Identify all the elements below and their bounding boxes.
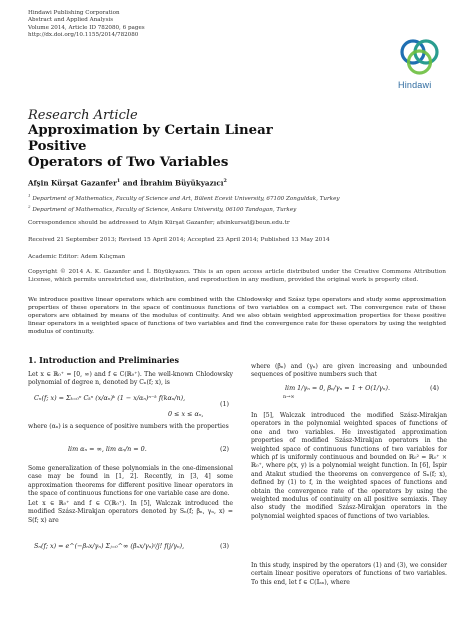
journal-header [28, 10, 145, 40]
author-2-sup: 2 [223, 178, 227, 184]
copyright-notice: Copyright © 2014 A. K. Gazanfer and İ. Büyükyazıcı. This is an open access article distributed under the Creative Commons Attribution License, which permits unrestricted use, distribution, and reproduction in any medium, provided the original work is properly cited. [28, 269, 446, 283]
intro-paragraph-2: where (αₙ) is a sequence of positive numbers with the properties [28, 423, 229, 430]
intro-paragraph-1: Let x ∈ ℝ₀⁺ = [0, ∞) and f ∈ C(ℝ₀⁺). The well-known Chlodowsky polynomial of degree n, denoted by Cₙ(f; x), is [28, 371, 233, 387]
author-2[interactable]: İbrahim Büyükyazıcı [140, 178, 224, 188]
author-1[interactable]: Afşin Kürşat Gazanfer [28, 178, 117, 188]
article-dates: Received 21 September 2013; Revised 15 April 2014; Accepted 23 April 2014; Published 13 May 2014 [28, 237, 330, 243]
equation-4-number: (4) [430, 384, 440, 392]
equation-3-number: (3) [220, 542, 230, 550]
hindawi-logo-icon [393, 38, 447, 78]
intro-paragraph-3: Some generalization of these polynomials in the one-dimensional case may be found in [1, 2]. Recently, in [3, 4] some approximation theorems for different positive linear operators in the space of continuous functions for one variable case are done. [28, 465, 233, 498]
title-line-1: Approximation by Certain Linear Positive [28, 123, 273, 154]
affiliation-2 [28, 203, 340, 214]
authors [28, 178, 227, 187]
right-paragraph-3: In this study, inspired by the operators (1) and (3), we consider certain linear positive operators of functions of two variables. To this end, let f ∈ C(𝕀ₐₙ), where [251, 562, 447, 586]
publisher-line: Hindawi Publishing Corporation [28, 10, 120, 16]
intro-paragraph-4: Let x ∈ ℝ₀⁺ and f ∈ C(ℝ₀⁺). In [5], Walczak introduced the modified Szász-Mirakjan operators denoted by Sₙ(f; βₙ, γₙ, x) = S(f; x) are [28, 500, 233, 524]
author-1-sup: 1 [116, 178, 121, 184]
abstract: We introduce positive linear operators which are combined with the Chlodowsky and Szász type operators and study some approximation properties of these operators in the space of continuous functions of two variables on a compact set. The convergence rate of these operators are obtained by means of the modulus of continuity. And we also obtain weighted approximation properties for these positive linear operators in a weighted space of functions of two variables and find the convergence rate for these operators by using the weighted modulus of continuity. [28, 297, 446, 335]
equation-3: Sₙ(f; x) = e^(−βₙx/γₙ) Σⱼ₌₀^∞ (βₙx/γₙ)ʲ/j! f(j/γₙ), [34, 542, 185, 550]
article-title [28, 123, 288, 171]
right-paragraph-1: where (βₙ) and (γₙ) are given increasing and unbounded sequences of positive numbers such that [251, 363, 447, 379]
affil-1-sup: 1 [28, 193, 31, 198]
affil-2-sup: 2 [28, 203, 31, 209]
right-paragraph-2: In [5], Walczak introduced the modified Szász-Mirakjan operators in the polynomial weighted spaces of functions of one and two variables. He investigated approximation properties of modified Szász-Mirakjan operators in the weighted space of continuous functions of two variables for which ρf is uniformly continuous and bounded on ℝ₀² = ℝ₀⁺ × ℝ₀⁺, where ρ(x, y) is a polynomial weight function. In [6], İspir and Atakut studied the theorems on convergence of Sₙ(f; x), defined by (1) to f, in the weighted spaces of functions and obtain the convergence rate of the operators by using the weighted modulus of continuity on all positive semiaxis. They also study the modified Szász-Mirakjan operators in the polynomial weighted spaces of functions of two variables. [251, 412, 447, 520]
section-heading: 1. Introduction and Preliminaries [28, 355, 180, 365]
academic-editor: Academic Editor: Adem Kılıçman [28, 254, 126, 260]
equation-2-number: (2) [220, 445, 230, 453]
equation-1-number: (1) [220, 400, 230, 408]
article-type: Research Article [28, 108, 138, 123]
doi-link[interactable]: http://dx.doi.org/10.1155/2014/782080 [28, 32, 139, 39]
volume-line: Volume 2014, Article ID 782080, 6 pages [28, 24, 145, 31]
equation-1-condition: 0 ≤ x ≤ αₙ, [168, 410, 204, 418]
affil-2-text: Department of Mathematics, Faculty of Science, Ankara University, 06100 Tandogan, Turkey [30, 206, 297, 213]
journal-name: Abstract and Applied Analysis [28, 17, 114, 24]
correspondence: Correspondence should be addressed to Afşin Kürşat Gazanfer; afsinkursat@beun.edu.tr [28, 220, 290, 226]
authors-and: and [120, 178, 141, 188]
affil-1-text: Department of Mathematics, Faculty of Science and Art, Bülent Ecevit University, 67100 Zonguldak, Turkey [30, 195, 340, 202]
equation-4: lim 1/γₙ = 0, βₙ/γₙ = 1 + O(1/γₙ). [285, 384, 390, 392]
equation-4-limit: n→∞ [283, 394, 295, 400]
affiliation-1 [28, 192, 340, 203]
title-line-2: Operators of Two Variables [28, 155, 229, 170]
hindawi-logo-text: Hindawi [398, 80, 432, 90]
affiliations [28, 192, 340, 214]
equation-2: lim αₙ = ∞, lim αₙ/n = 0. [68, 445, 147, 453]
equation-1: Cₙ(f; x) = Σₖ₌₀ⁿ Cₖⁿ (x/αₙ)ᵏ (1 − x/αₙ)ⁿ⁻ᵏ f(kαₙ/n), [34, 394, 186, 402]
